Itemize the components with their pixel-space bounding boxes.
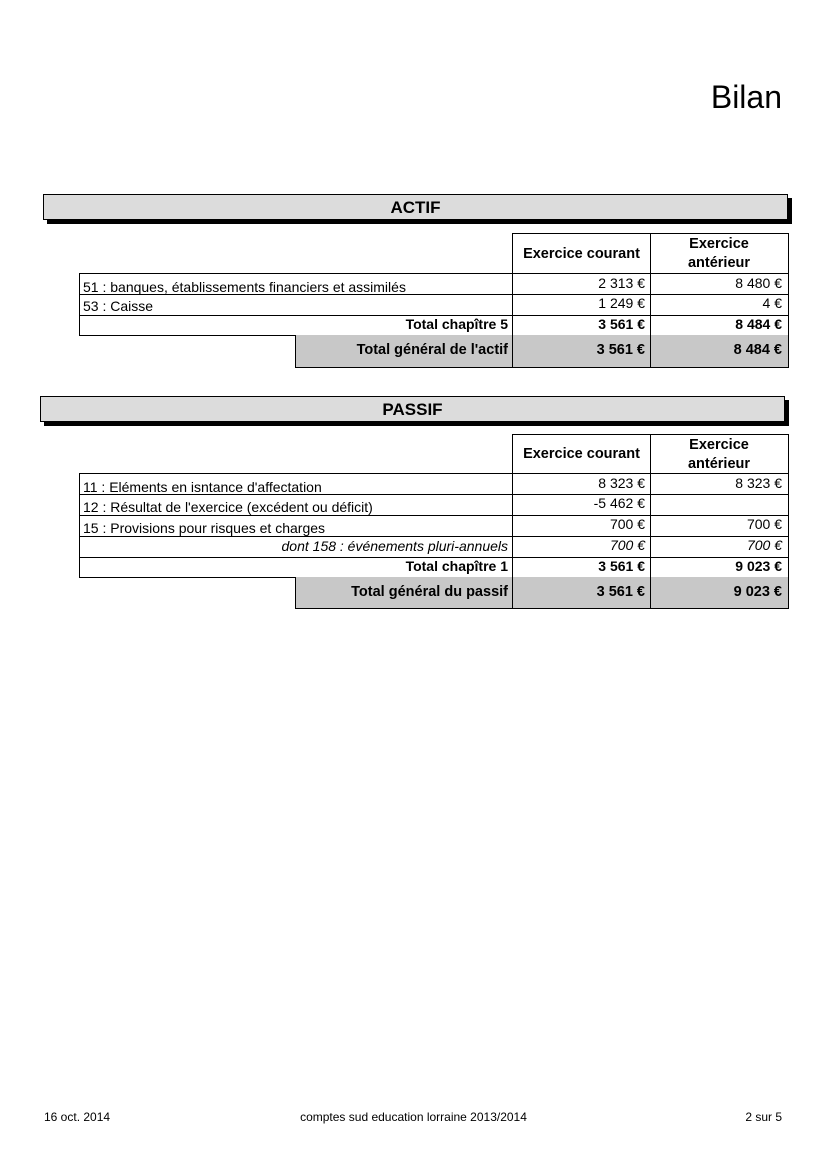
actif-subtotal-current: 3 561 € — [512, 315, 651, 336]
passif-row-1-label: 11 : Eléments en isntance d'affectation — [79, 473, 513, 495]
passif-row-1-current: 8 323 € — [512, 473, 651, 495]
footer-date: 16 oct. 2014 — [44, 1110, 111, 1124]
passif-row-2-previous — [650, 494, 789, 516]
actif-header-previous-line1: Exercice — [689, 236, 749, 252]
actif-subtotal-label: Total chapître 5 — [79, 315, 513, 336]
actif-row-1-current: 2 313 € — [512, 273, 651, 295]
passif-header-previous — [650, 434, 789, 474]
actif-row-2-label: 53 : Caisse — [79, 294, 513, 316]
passif-row-4-label: dont 158 : événements pluri-annuels — [79, 536, 513, 558]
actif-header-current: Exercice courant — [512, 233, 651, 274]
actif-grand-total-current: 3 561 € — [512, 335, 651, 368]
actif-row-2-current: 1 249 € — [512, 294, 651, 316]
passif-header-previous-line2: antérieur — [687, 456, 751, 472]
actif-header-previous-line2: antérieur — [687, 255, 751, 271]
passif-subtotal-previous: 9 023 € — [650, 557, 789, 578]
actif-subtotal-previous: 8 484 € — [650, 315, 789, 336]
actif-row-1-label: 51 : banques, établissements financiers et assimilés — [79, 273, 513, 295]
actif-row-2-previous: 4 € — [650, 294, 789, 316]
passif-row-3-current: 700 € — [512, 515, 651, 537]
passif-row-3-previous: 700 € — [650, 515, 789, 537]
passif-section-header: PASSIF — [40, 396, 785, 422]
passif-row-3-label: 15 : Provisions pour risques et charges — [79, 515, 513, 537]
page-title: Bilan — [710, 79, 782, 115]
passif-header-current: Exercice courant — [512, 434, 651, 474]
passif-row-1-previous: 8 323 € — [650, 473, 789, 495]
passif-row-4-previous: 700 € — [650, 536, 789, 558]
footer-document-title: comptes sud education lorraine 2013/2014 — [300, 1110, 527, 1124]
actif-row-1-previous: 8 480 € — [650, 273, 789, 295]
actif-header-previous — [650, 233, 789, 274]
passif-row-2-current: -5 462 € — [512, 494, 651, 516]
footer-page-number: 2 sur 5 — [745, 1110, 782, 1124]
passif-grand-total-label: Total général du passif — [295, 577, 513, 609]
passif-header-previous-line1: Exercice — [689, 437, 749, 453]
passif-row-4-current: 700 € — [512, 536, 651, 558]
passif-subtotal-label: Total chapître 1 — [79, 557, 513, 578]
passif-grand-total-current: 3 561 € — [512, 577, 651, 609]
passif-row-2-label: 12 : Résultat de l'exercice (excédent ou déficit) — [79, 494, 513, 516]
actif-section-header: ACTIF — [43, 194, 788, 220]
actif-grand-total-previous: 8 484 € — [650, 335, 789, 368]
actif-grand-total-label: Total général de l'actif — [295, 335, 513, 368]
passif-grand-total-previous: 9 023 € — [650, 577, 789, 609]
passif-subtotal-current: 3 561 € — [512, 557, 651, 578]
